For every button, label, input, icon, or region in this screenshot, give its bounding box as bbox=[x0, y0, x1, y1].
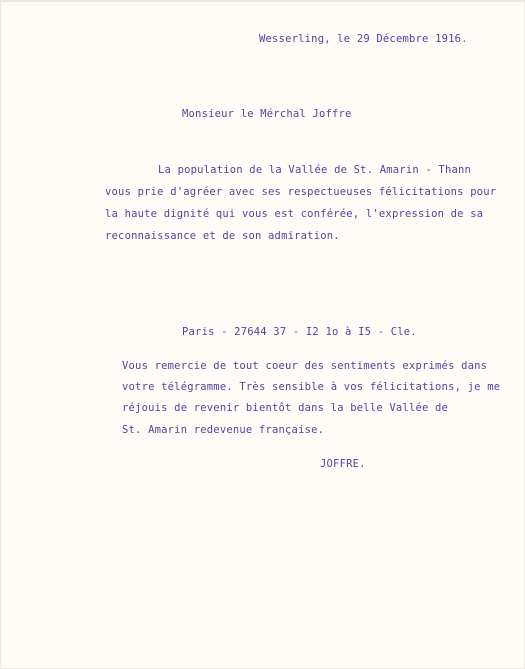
addressee: Monsieur le Mérchal Joffre bbox=[182, 108, 352, 120]
signature: JOFFRE. bbox=[320, 458, 366, 470]
letter-body-line-3: la haute dignité qui vous est conférée, l'expression de sa bbox=[105, 208, 484, 220]
letter-body-line-4: reconnaissance et de son admiration. bbox=[105, 230, 340, 242]
letter-body-line-2: vous prie d'agréer avec ses respectueuses félicitations pour bbox=[105, 186, 497, 198]
paper-edge bbox=[0, 0, 525, 2]
telegram-body-line-3: réjouis de revenir bientôt dans la belle Vallée de bbox=[122, 402, 449, 414]
place-date: Wesserling, le 29 Décembre 1916. bbox=[259, 33, 468, 45]
telegram-header: Paris - 27644 37 - I2 1o à I5 - Cle. bbox=[182, 326, 417, 338]
telegram-body-line-4: St. Amarin redevenue française. bbox=[122, 424, 325, 436]
letter-body-line-1: La population de la Vallée de St. Amarin - Thann bbox=[158, 164, 472, 176]
telegram-body-line-2: votre télégramme. Très sensible à vos félicitations, je me bbox=[122, 381, 501, 393]
telegram-body-line-1: Vous remercie de tout coeur des sentiments exprimés dans bbox=[122, 360, 488, 372]
